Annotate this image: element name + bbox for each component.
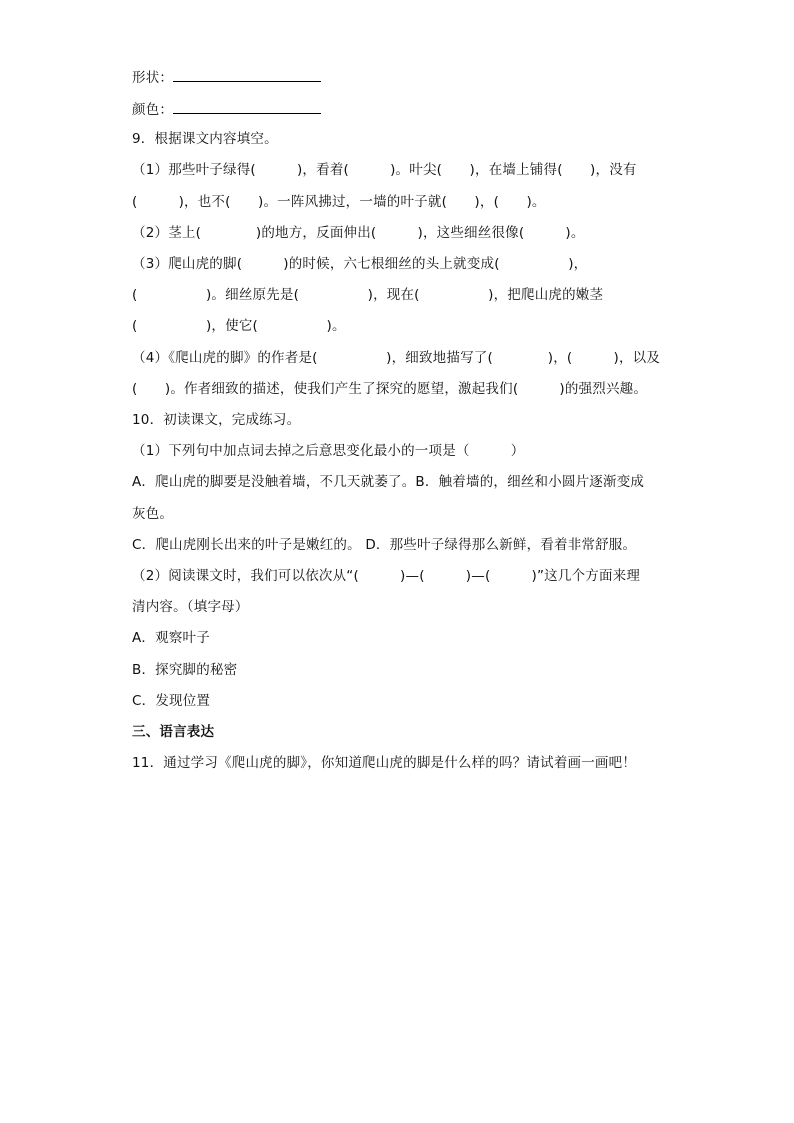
shape-label: 形状： — [132, 70, 174, 86]
question-11: 11．通过学习《爬山虎的脚》，你知道爬山虎的脚是什么样的吗？请试着画一画吧！ — [132, 755, 637, 771]
color-blank[interactable] — [173, 98, 321, 114]
color-field — [132, 98, 321, 120]
q10-part2-line2: 清内容。（填字母） — [132, 599, 249, 615]
question-9-title: 9．根据课文内容填空。 — [132, 131, 278, 147]
color-label: 颜色： — [132, 102, 174, 118]
q9-part4-line1: （4）《爬山虎的脚》的作者是( )，细致地描写了( )，( )，以及 — [132, 350, 661, 366]
q10-option-ab: A．爬山虎的脚要是没触着墙，不几天就萎了。B．触着墙的，细丝和小圆片逐渐变成 — [132, 474, 645, 490]
q10-part2-line1: （2）阅读课文时，我们可以依次从“( )—( )—( )”这几个方面来理 — [132, 568, 641, 584]
q10-option-cd: C．爬山虎刚长出来的叶子是嫩红的。 D．那些叶子绿得那么新鲜，看着非常舒服。 — [132, 537, 637, 553]
q9-part1-line1: （1）那些叶子绿得( )，看着( )。叶尖( )，在墙上铺得( )，没有 — [132, 162, 637, 178]
q10-choice-a: A．观察叶子 — [132, 630, 210, 646]
section-title-language-expression: 三、语言表达 — [132, 724, 215, 740]
q10-option-b-cont: 灰色。 — [132, 506, 174, 522]
q9-part3-line2: ( )。细丝原先是( )，现在( )，把爬山虎的嫩茎 — [132, 287, 604, 303]
q9-part2: （2）茎上( )的地方，反面伸出( )，这些细丝很像( )。 — [132, 225, 585, 241]
q9-part3-line3: ( )，使它( )。 — [132, 318, 346, 334]
q9-part3-line1: （3）爬山虎的脚( )的时候，六七根细丝的头上就变成( )， — [132, 256, 588, 272]
q10-choice-b: B．探究脚的秘密 — [132, 662, 238, 678]
q10-part1-prompt: （1）下列句中加点词去掉之后意思变化最小的一项是（ ） — [132, 443, 525, 459]
q9-part4-line2: ( )。作者细致的描述，使我们产生了探究的愿望，激起我们( )的强烈兴趣。 — [132, 381, 648, 397]
q9-part1-line2: ( )，也不( )。一阵风拂过，一墙的叶子就( )，( )。 — [132, 194, 546, 210]
shape-field — [132, 66, 321, 88]
q10-choice-c: C．发现位置 — [132, 693, 211, 709]
shape-blank[interactable] — [173, 66, 321, 82]
question-10-title: 10．初读课文，完成练习。 — [132, 412, 301, 428]
